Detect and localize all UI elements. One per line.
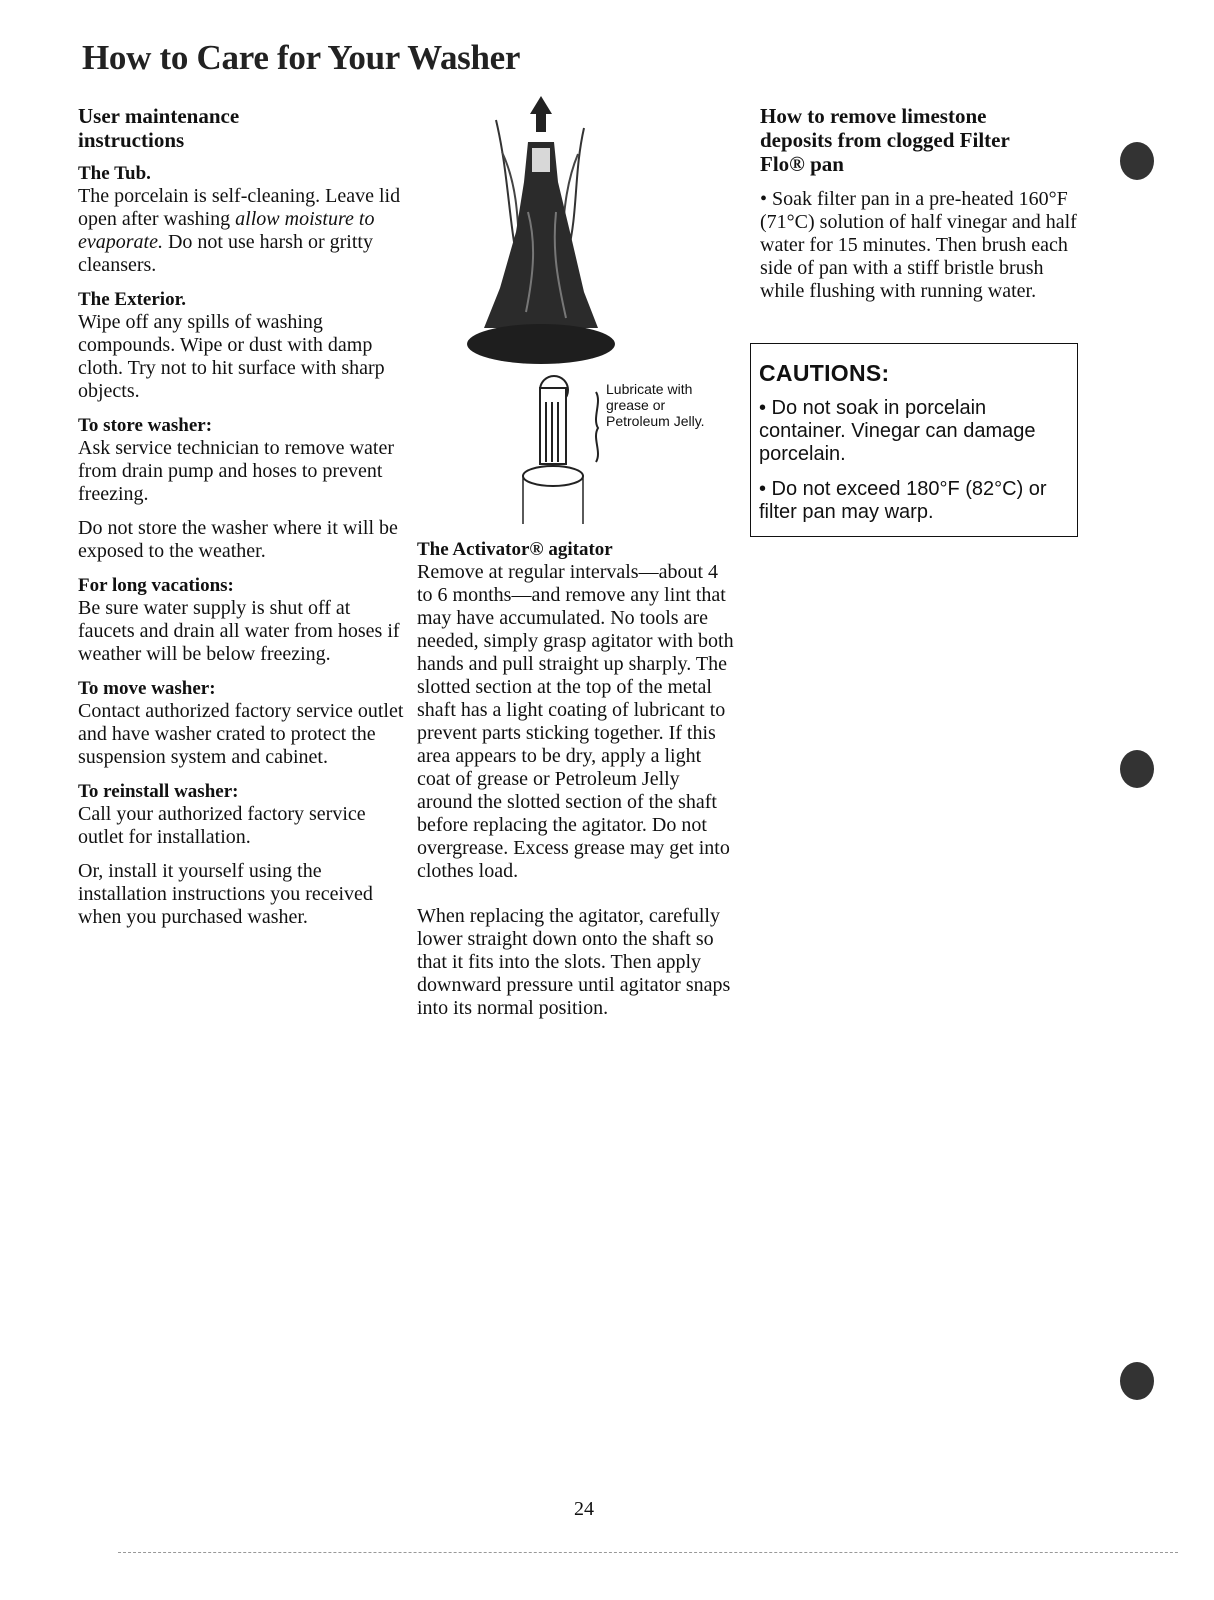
- store-heading: To store washer:: [78, 415, 213, 436]
- cautions-heading: CAUTIONS:: [759, 360, 890, 386]
- left-column: [78, 104, 408, 940]
- move-heading: To move washer:: [78, 678, 216, 699]
- caution-item: • Do not soak in porcelain container. Vinegar can damage porcelain.: [759, 397, 1036, 465]
- reinstall-text-2: Or, install it yourself using the installation instructions you received when you purchased washer.: [78, 860, 373, 928]
- maintenance-heading: User maintenance instructions: [78, 104, 240, 152]
- exterior-heading: The Exterior.: [78, 289, 187, 310]
- limestone-heading: How to remove limestone deposits from clogged Filter Flo® pan: [760, 104, 1010, 176]
- up-arrow-icon: [530, 96, 552, 132]
- footer-rule: [118, 1552, 1178, 1553]
- store-text: Ask service technician to remove water from drain pump and hoses to prevent freezing.: [78, 437, 394, 505]
- cautions-box: [750, 343, 1078, 537]
- replacing-text: When replacing the agitator, carefully lower straight down onto the shaft so that it fits into the slots. Then apply downward pressure until agitator snaps into its normal position.: [417, 905, 731, 1019]
- caution-item: • Do not exceed 180°F (82°C) or filter pan may warp.: [759, 478, 1047, 523]
- page-number: 24: [574, 1498, 594, 1520]
- binder-hole: [1120, 750, 1154, 788]
- right-column: [760, 104, 1080, 314]
- page-title: How to Care for Your Washer: [82, 38, 521, 77]
- vacation-text: Be sure water supply is shut off at faucets and drain all water from hoses if weather will be below freezing.: [78, 597, 400, 665]
- activator-text: Remove at regular intervals—about 4 to 6 months—and remove any lint that may have accumulated. No tools are needed, simply grasp agitator with both hands and pull straight up sharply. The slotted section at the top of the metal shaft has a light coating of lubricant to prevent parts sticking together. If this area appears to be dry, apply a light coat of grease or Petroleum Jelly around the slotted section of the shaft before replacing the agitator. Do not overgrease. Excess grease may get into clothes load.: [417, 561, 734, 882]
- exterior-text: Wipe off any spills of washing compounds. Wipe or dust with damp cloth. Try not to hit surface with sharp objects.: [78, 311, 385, 402]
- reinstall-text: Call your authorized factory service outlet for installation.: [78, 803, 366, 848]
- tub-heading: The Tub.: [78, 163, 151, 184]
- binder-hole: [1120, 142, 1154, 180]
- activator-heading: The Activator® agitator: [417, 539, 613, 560]
- store-text-2: Do not store the washer where it will be exposed to the weather.: [78, 517, 398, 562]
- lubricate-label: Lubricate with grease or Petroleum Jelly.: [606, 381, 705, 429]
- move-text: Contact authorized factory service outlet and have washer crated to protect the suspension system and cabinet.: [78, 700, 404, 768]
- binder-hole: [1120, 1362, 1154, 1400]
- middle-column: [417, 538, 737, 1031]
- vacation-heading: For long vacations:: [78, 575, 234, 596]
- limestone-text: • Soak filter pan in a pre-heated 160°F (71°C) solution of half vinegar and half water for 15 minutes. Then brush each side of pan with a stiff bristle brush while flushing with running water.: [760, 188, 1077, 302]
- reinstall-heading: To reinstall washer:: [78, 781, 239, 802]
- agitator-illustration: [466, 92, 616, 524]
- tub-text: The porcelain is self-cleaning. Leave lid open after washing allow moisture to evaporate. Do not use harsh or gritty cleansers.: [78, 185, 401, 276]
